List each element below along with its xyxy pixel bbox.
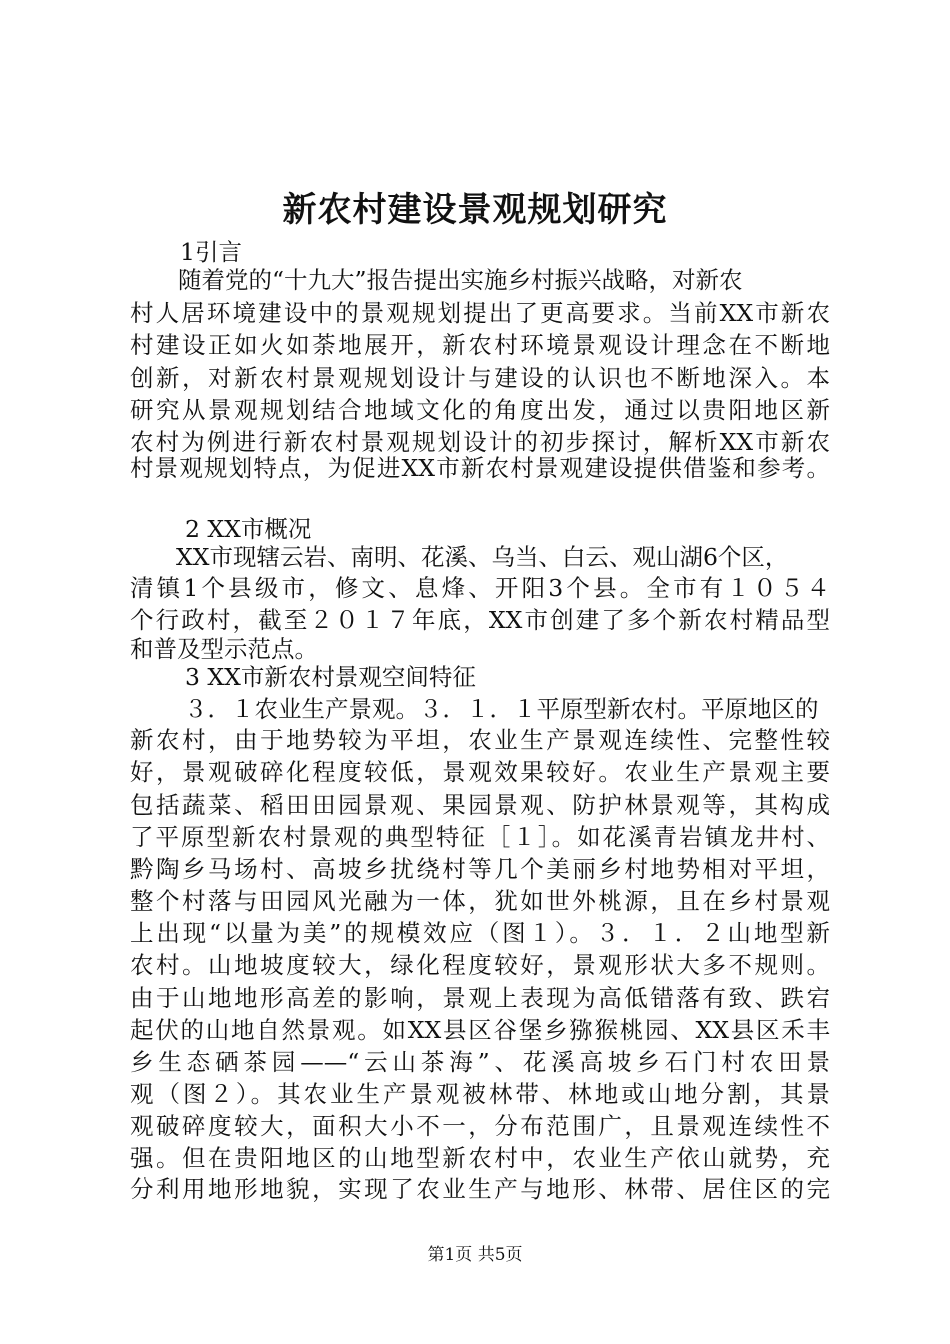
paragraph-line: 新农村，由于地势较为平坦，农业生产景观连续性、完整性较 <box>130 726 830 754</box>
paragraph-line: ３．１农业生产景观。３．１．１平原型新农村。平原地区的 <box>184 695 819 723</box>
paragraph-line: 研究从景观规划结合地域文化的角度出发，通过以贵阳地区新 <box>130 396 830 424</box>
paragraph-line: XX市现辖云岩、南明、花溪、乌当、白云、观山湖6个区， <box>176 543 789 571</box>
paragraph-line: 强。但在贵阳地区的山地型新农村中，农业生产依山就势，充 <box>130 1144 830 1172</box>
section-heading-features: 3 XX市新农村景观空间特征 <box>185 663 476 691</box>
paragraph-line: 上出现“以量为美”的规模效应（图１）。３．１．２山地型新 <box>130 919 830 947</box>
paragraph-line: 农村。山地坡度较大，绿化程度较好，景观形状大多不规则。 <box>130 951 830 979</box>
paragraph-line: 由于山地地形高差的影响，景观上表现为高低错落有致、跌宕 <box>130 984 830 1012</box>
paragraph-line: 和普及型示范点。 <box>130 635 318 663</box>
paragraph-line: 村建设正如火如荼地展开，新农村环境景观设计理念在不断地 <box>130 331 830 359</box>
paragraph-line: 清镇1个县级市，修文、息烽、开阳3个县。全市有１０５４ <box>130 574 830 602</box>
paragraph-line: 个行政村，截至２０１７年底，XX市创建了多个新农村精品型 <box>130 606 830 634</box>
paragraph-line: 包括蔬菜、稻田田园景观、果园景观、防护林景观等，其构成 <box>130 791 830 819</box>
paragraph-line: 乡生态硒茶园——“云山茶海”、花溪高坡乡石门村农田景 <box>130 1048 830 1076</box>
paragraph-line: 观破碎度较大，面积大小不一，分布范围广，且景观连续性不 <box>130 1112 830 1140</box>
paragraph-line: 好，景观破碎化程度较低，景观效果较好。农业生产景观主要 <box>130 758 830 786</box>
paragraph-line: 观（图２）。其农业生产景观被林带、林地或山地分割，其景 <box>130 1080 830 1108</box>
paragraph-line: 农村为例进行新农村景观规划设计的初步探讨，解析XX市新农 <box>130 428 830 456</box>
paragraph-line: 村人居环境建设中的景观规划提出了更高要求。当前XX市新农 <box>130 299 830 327</box>
page-number-footer: 第1页 共5页 <box>427 1245 523 1265</box>
paragraph-line: 整个村落与田园风光融为一体，犹如世外桃源，且在乡村景观 <box>130 887 830 915</box>
paragraph-line: 分利用地形地貌，实现了农业生产与地形、林带、居住区的完 <box>130 1175 830 1203</box>
paragraph-line: 随着党的“十九大”报告提出实施乡村振兴战略，对新农 <box>178 266 743 294</box>
paragraph-line: 了平原型新农村景观的典型特征［１］。如花溪青岩镇龙井村、 <box>130 823 830 851</box>
paragraph-line: 起伏的山地自然景观。如XX县区谷堡乡猕猴桃园、XX县区禾丰 <box>130 1016 830 1044</box>
section-heading-overview: 2 XX市概况 <box>185 515 312 543</box>
document-title: 新农村建设景观规划研究 <box>282 190 668 230</box>
section-heading-introduction: 1引言 <box>180 238 242 266</box>
paragraph-line: 创新，对新农村景观规划设计与建设的认识也不断地深入。本 <box>130 364 830 392</box>
paragraph-line: 村景观规划特点，为促进XX市新农村景观建设提供借鉴和参考。 <box>130 454 830 482</box>
paragraph-line: 黔陶乡马场村、高坡乡扰绕村等几个美丽乡村地势相对平坦， <box>130 855 830 883</box>
